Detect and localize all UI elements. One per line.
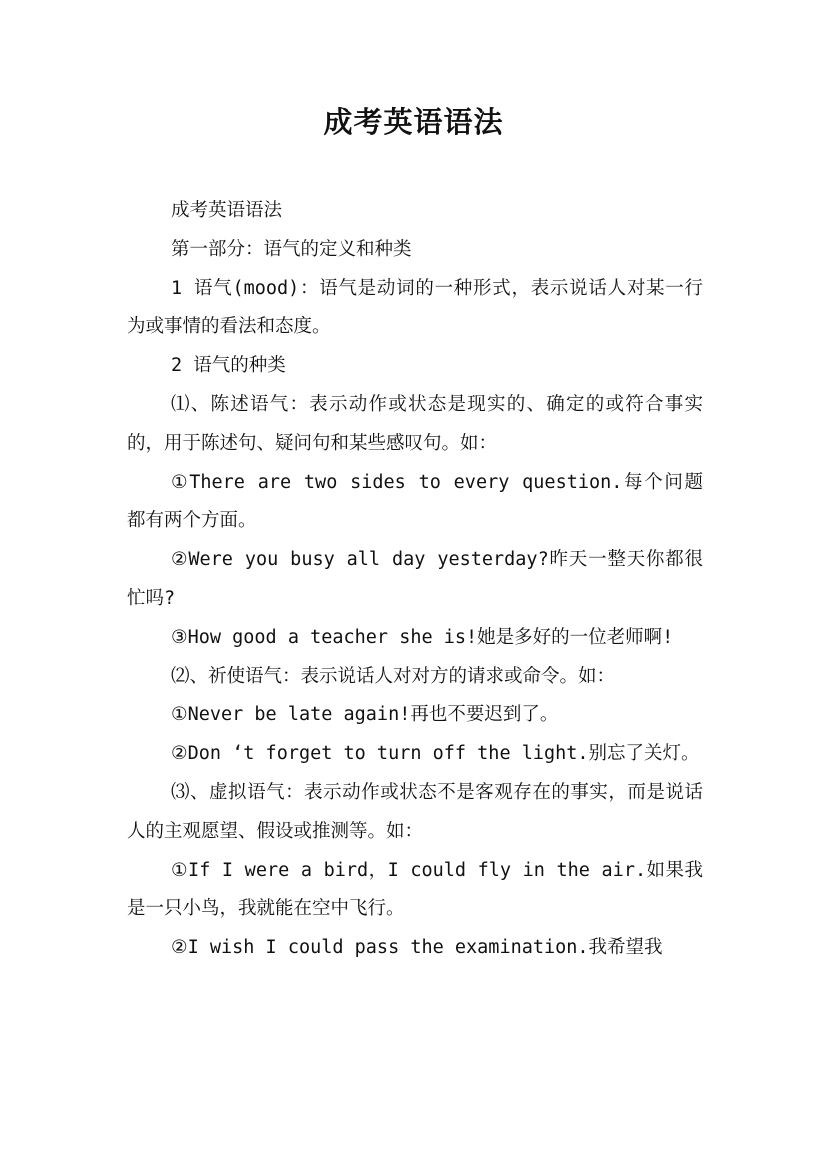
- paragraph-example-4: ①Never be late again!再也不要迟到了。: [171, 704, 559, 726]
- paragraph-example-6: ①If I were a bird，I could fly in the air.如果我是一只小鸟，我就能在空中飞行。: [127, 859, 703, 920]
- paragraph-part-one-title: 第一部分：语气的定义和种类: [171, 238, 412, 260]
- paragraph-example-3: ③How good a teacher she is!她是多好的一位老师啊!: [171, 626, 674, 648]
- paragraph-example-7: ②I wish I could pass the examination.我希望我: [171, 937, 663, 959]
- paragraph-example-1: ①There are two sides to every question.每个问题都有两个方面。: [127, 471, 703, 532]
- paragraph-example-5: ②Don ‘t forget to turn off the light.别忘了关灯。: [171, 743, 700, 765]
- paragraph-mood-types: 2 语气的种类: [171, 355, 286, 377]
- paragraph-indicative-mood: ⑴、陈述语气：表示动作或状态是现实的、确定的或符合事实的，用于陈述句、疑问句和某些感叹句。如：: [127, 393, 703, 454]
- document-title: 成考英语语法: [323, 105, 504, 139]
- document-body: [127, 192, 703, 968]
- paragraph-imperative-mood: ⑵、祈使语气：表示说话人对对方的请求或命令。如：: [171, 665, 616, 687]
- paragraph-subjunctive-mood: ⑶、虚拟语气：表示动作或状态不是客观存在的事实，而是说话人的主观愿望、假设或推测等。如：: [127, 781, 703, 842]
- paragraph-mood-definition: 1 语气(mood)：语气是动词的一种形式，表示说话人对某一行为或事情的看法和态度。: [127, 277, 703, 338]
- paragraph-example-2: ②Were you busy all day yesterday?昨天一整天你都很忙吗?: [127, 549, 703, 609]
- paragraph-heading-repeat: 成考英语语法: [171, 200, 283, 221]
